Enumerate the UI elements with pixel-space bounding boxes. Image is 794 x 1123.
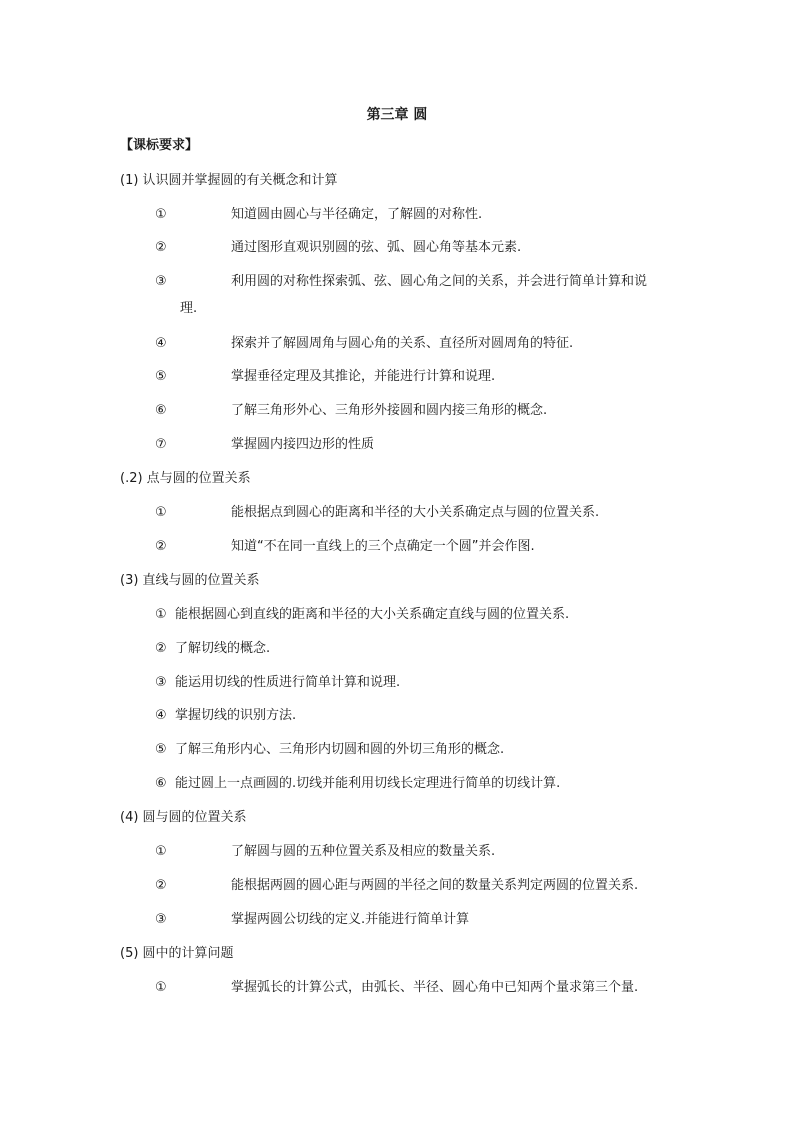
group-heading-4: (4) 圆与圆的位置关系 (120, 810, 247, 825)
item-marker: ④ (155, 708, 167, 723)
list-item (155, 741, 504, 759)
item-text: 了解三角形外心、三角形外接圆和圆内接三角形的概念. (231, 403, 548, 418)
item-text: 能过圆上一点画圆的.切线并能利用切线长定理进行简单的切线计算. (175, 776, 561, 791)
item-marker: ⑤ (155, 369, 167, 384)
item-text: 能运用切线的性质进行简单计算和说理. (175, 675, 401, 690)
list-item (155, 674, 400, 692)
chapter-title: 第三章 圆 (366, 107, 428, 123)
item-marker: ① (155, 607, 167, 622)
item-text: 知道“不在同一直线上的三个点确定一个圆”并会作图. (231, 539, 535, 554)
item-marker: ④ (155, 336, 167, 351)
item-text: 掌握弧长的计算公式，由弧长、半径、圆心角中已知两个量求第三个量. (231, 980, 639, 995)
item-text: 掌握切线的识别方法. (175, 708, 297, 723)
section-label: 【课标要求】 (120, 138, 199, 153)
item-text: 利用圆的对称性探索弧、弦、圆心角之间的关系，并会进行简单计算和说 (231, 274, 648, 289)
item-text: 了解圆与圆的五种位置关系及相应的数量关系. (231, 844, 496, 859)
item-marker: ③ (155, 675, 167, 690)
item-marker: ② (155, 539, 167, 554)
list-item (155, 775, 560, 793)
item-marker: ⑤ (155, 742, 167, 757)
item-text: 能根据圆心到直线的距离和半径的大小关系确定直线与圆的位置关系. (175, 607, 570, 622)
item-text: 掌握垂径定理及其推论，并能进行计算和说理. (231, 369, 496, 384)
item-text: 能根据点到圆心的距离和半径的大小关系确定点与圆的位置关系. (231, 505, 600, 520)
group-heading-2: (.2) 点与圆的位置关系 (120, 471, 251, 486)
list-item (155, 606, 569, 624)
item-marker: ⑥ (155, 403, 167, 418)
item-text: 掌握圆内接四边形的性质 (231, 437, 375, 452)
item-text-continuation: 理. (180, 301, 198, 316)
item-marker: ① (155, 844, 167, 859)
item-text: 了解三角形内心、三角形内切圆和圆的外切三角形的概念. (175, 742, 505, 757)
item-text: 掌握两圆公切线的定义.并能进行简单计算 (231, 912, 470, 927)
item-text: 了解切线的概念. (175, 641, 271, 656)
group-heading-3: (3) 直线与圆的位置关系 (120, 573, 260, 588)
item-text: 通过图形直观识别圆的弦、弧、圆心角等基本元素. (231, 240, 522, 255)
list-item (155, 640, 270, 658)
item-marker: ① (155, 980, 167, 995)
item-marker: ① (155, 207, 167, 222)
item-marker: ③ (155, 912, 167, 927)
list-item (155, 707, 296, 725)
item-marker: ⑦ (155, 437, 167, 452)
item-text: 知道圆由圆心与半径确定，了解圆的对称性. (231, 207, 483, 222)
item-marker: ① (155, 505, 167, 520)
item-text: 能根据两圆的圆心距与两圆的半径之间的数量关系判定两圆的位置关系. (231, 878, 639, 893)
item-text: 探索并了解圆周角与圆心角的关系、直径所对圆周角的特征. (231, 336, 574, 351)
item-marker: ② (155, 878, 167, 893)
item-marker: ⑥ (155, 776, 167, 791)
group-heading-1: (1) 认识圆并掌握圆的有关概念和计算 (120, 173, 338, 188)
item-marker: ③ (155, 274, 167, 289)
item-marker: ② (155, 641, 167, 656)
item-marker: ② (155, 240, 167, 255)
group-heading-5: (5) 圆中的计算问题 (120, 946, 234, 961)
